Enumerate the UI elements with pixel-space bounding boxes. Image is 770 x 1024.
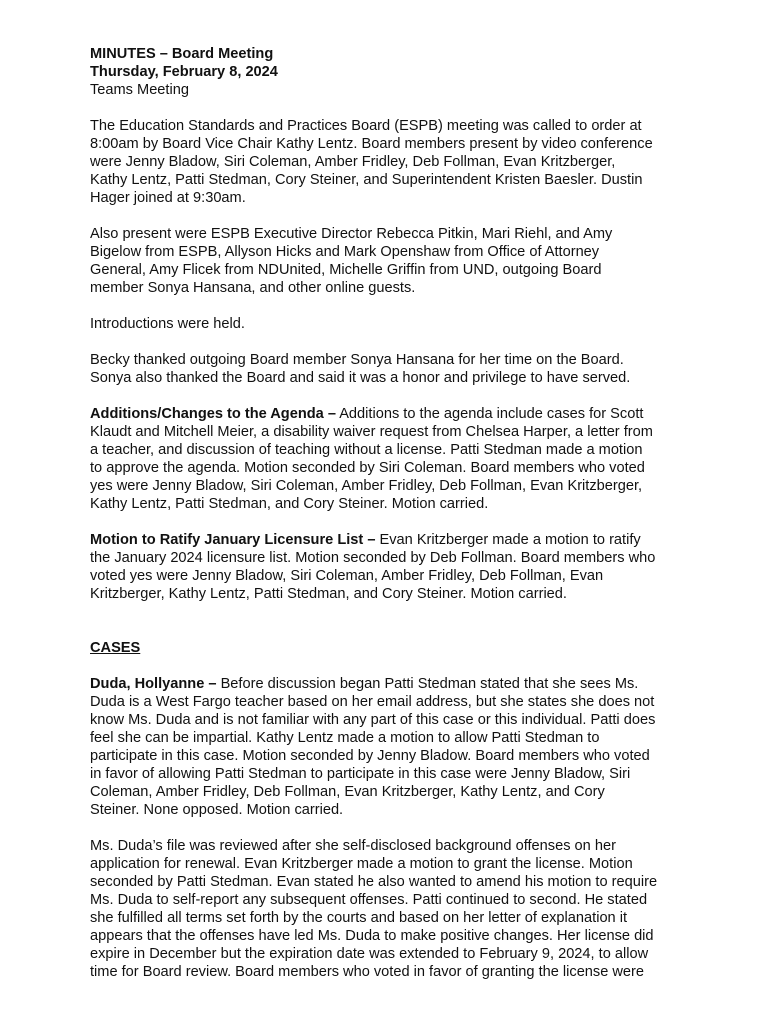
- text-line: [90, 675, 690, 693]
- text-line: Sonya also thanked the Board and said it was a honor and privilege to have served.: [90, 370, 631, 386]
- text-line: Coleman, Amber Fridley, Deb Follman, Evan Kritzberger, Kathy Lentz, and Cory: [90, 784, 605, 800]
- text-line: The Education Standards and Practices Board (ESPB) meeting was called to order at: [90, 118, 642, 134]
- text-line: time for Board review. Board members who voted in favor of granting the license were: [90, 964, 645, 980]
- licensure-list-paragraph: [90, 531, 690, 603]
- attendees-paragraph: [90, 225, 690, 297]
- case-name: Duda, Hollyanne –: [90, 676, 217, 692]
- text-line: Also present were ESPB Executive Director Rebecca Pitkin, Mari Riehl, and Amy: [90, 226, 613, 242]
- text-line: Duda is a West Fargo teacher based on her email address, but she states she does not: [90, 694, 655, 710]
- text-line: a teacher, and discussion of teaching without a license. Patti Stedman made a motion: [90, 442, 643, 458]
- text-line: Kathy Lentz, Patti Stedman, and Cory Steiner. Motion carried.: [90, 496, 489, 512]
- text-line: Introductions were held.: [90, 316, 245, 332]
- text-line: Kritzberger, Kathy Lentz, Patti Stedman, and Cory Steiner. Motion carried.: [90, 586, 567, 602]
- text-line: know Ms. Duda and is not familiar with any part of this case or this individual. Patti does: [90, 712, 656, 728]
- text-line: Becky thanked outgoing Board member Sonya Hansana for her time on the Board.: [90, 352, 624, 368]
- inline-text: Additions to the agenda include cases for Scott: [335, 406, 644, 422]
- cases-heading: CASES: [90, 640, 141, 656]
- section-heading: Motion to Ratify January Licensure List –: [90, 532, 376, 548]
- meeting-location: Teams Meeting: [90, 82, 189, 98]
- text-line: application for renewal. Evan Kritzberger made a motion to grant the license. Motion: [90, 856, 633, 872]
- duda-review-paragraph: [90, 837, 690, 981]
- text-line: feel she can be impartial. Kathy Lentz made a motion to allow Patti Stedman to: [90, 730, 600, 746]
- text-line: General, Amy Flicek from NDUnited, Michelle Griffin from UND, outgoing Board: [90, 262, 602, 278]
- text-line: Ms. Duda to self-report any subsequent offenses. Patti continued to second. He stated: [90, 892, 648, 908]
- document-header: [90, 45, 690, 99]
- minutes-document: [90, 45, 690, 999]
- duda-case-paragraph: [90, 675, 690, 819]
- text-line: [90, 405, 690, 423]
- text-line: Steiner. None opposed. Motion carried.: [90, 802, 344, 818]
- text-line: expire in December but the expiration date was extended to February 9, 2024, to allow: [90, 946, 649, 962]
- text-line: she fulfilled all terms set forth by the courts and based on her letter of explanation it: [90, 910, 628, 926]
- text-line: Ms. Duda’s file was reviewed after she self-disclosed background offenses on her: [90, 838, 616, 854]
- section-heading: Additions/Changes to the Agenda –: [90, 406, 336, 422]
- text-line: Hager joined at 9:30am.: [90, 190, 246, 206]
- inline-text: Evan Kritzberger made a motion to ratify: [375, 532, 641, 548]
- call-to-order-paragraph: [90, 117, 690, 207]
- text-line: the January 2024 licensure list. Motion seconded by Deb Follman. Board members who: [90, 550, 656, 566]
- text-line: to approve the agenda. Motion seconded by Siri Coleman. Board members who voted: [90, 460, 645, 476]
- text-line: in favor of allowing Patti Stedman to participate in this case were Jenny Bladow, Siri: [90, 766, 631, 782]
- text-line: appears that the offenses have led Ms. Duda to make positive changes. Her license did: [90, 928, 654, 944]
- text-line: Klaudt and Mitchell Meier, a disability waiver request from Chelsea Harper, a letter from: [90, 424, 653, 440]
- text-line: [90, 531, 690, 549]
- text-line: yes were Jenny Bladow, Siri Coleman, Amber Fridley, Deb Follman, Evan Kritzberger,: [90, 478, 643, 494]
- document-title: MINUTES – Board Meeting: [90, 46, 274, 62]
- text-line: Bigelow from ESPB, Allyson Hicks and Mark Openshaw from Office of Attorney: [90, 244, 600, 260]
- meeting-date: Thursday, February 8, 2024: [90, 64, 278, 80]
- text-line: seconded by Patti Stedman. Evan stated he also wanted to amend his motion to require: [90, 874, 658, 890]
- inline-text: Before discussion began Patti Stedman stated that she sees Ms.: [216, 676, 639, 692]
- text-line: were Jenny Bladow, Siri Coleman, Amber Fridley, Deb Follman, Evan Kritzberger,: [90, 154, 616, 170]
- text-line: 8:00am by Board Vice Chair Kathy Lentz. Board members present by video conference: [90, 136, 653, 152]
- text-line: member Sonya Hansana, and other online guests.: [90, 280, 416, 296]
- thanks-paragraph: [90, 351, 690, 387]
- text-line: participate in this case. Motion seconded by Jenny Bladow. Board members who voted: [90, 748, 650, 764]
- text-line: voted yes were Jenny Bladow, Siri Coleman, Amber Fridley, Deb Follman, Evan: [90, 568, 604, 584]
- agenda-changes-paragraph: [90, 405, 690, 513]
- introductions-paragraph: [90, 315, 690, 333]
- text-line: Kathy Lentz, Patti Stedman, Cory Steiner, and Superintendent Kristen Baesler. Dustin: [90, 172, 643, 188]
